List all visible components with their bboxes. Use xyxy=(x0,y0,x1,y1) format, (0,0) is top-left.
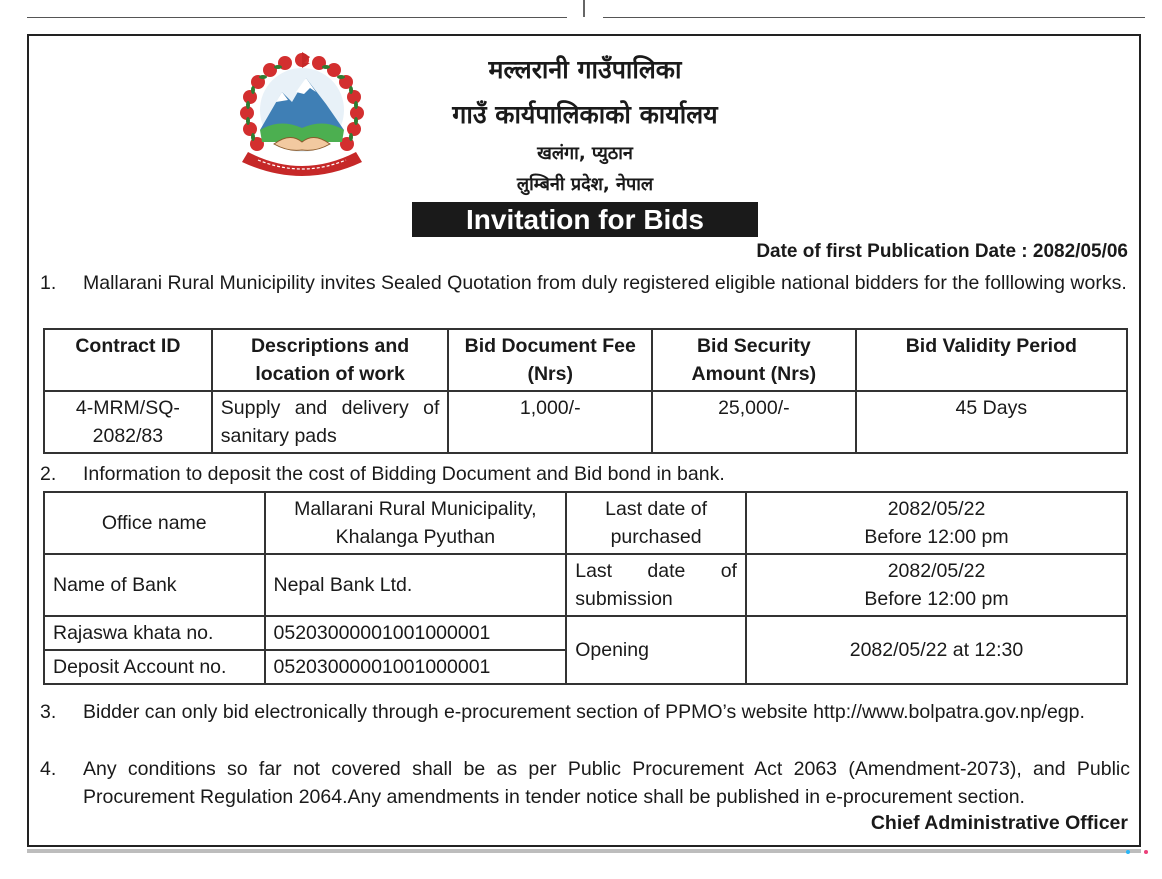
office-name: गाउँ कार्यपालिकाको कार्यालय xyxy=(452,100,718,129)
top-rule-left xyxy=(27,0,567,18)
table-row xyxy=(44,492,1127,554)
bank-table xyxy=(43,491,1128,685)
deposit-account-value: 05203000001001000001 xyxy=(265,650,567,684)
office-name-value: Mallarani Rural Municipality, Khalanga Pyuthan xyxy=(265,492,567,554)
notice-shadow xyxy=(27,849,1141,853)
last-submission-label: Last date of submission xyxy=(566,554,746,616)
municipality-name: मल्लरानी गाउँपालिका xyxy=(488,55,682,84)
item-text: Bidder can only bid electronically through e-procurement section of PPMO’s website http://www.bolpatra.gov.np/egp. xyxy=(83,701,1085,723)
publication-date: Date of first Publication Date : 2082/05/06 xyxy=(756,241,1128,262)
cell-bid-validity: 45 Days xyxy=(856,391,1127,453)
cell-bid-security: 25,000/- xyxy=(652,391,856,453)
last-submission-date: 2082/05/22 xyxy=(887,560,986,582)
bank-name-value: Nepal Bank Ltd. xyxy=(265,554,567,616)
item-number: 3. xyxy=(40,701,57,723)
item-text: Mallarani Rural Municipility invites Sealed Quotation from duly registered eligible national bidders for the folllowing works. xyxy=(83,272,1127,294)
bid-table-header-row xyxy=(44,329,1127,391)
header-description: Descriptions and location of work xyxy=(212,329,449,391)
last-purchase-value xyxy=(746,492,1127,554)
item-number: 2. xyxy=(40,463,57,485)
table-row xyxy=(44,391,1127,453)
top-rule-right xyxy=(603,0,1145,18)
header-contract-id: Contract ID xyxy=(44,329,212,391)
opening-label: Opening xyxy=(566,616,746,684)
rajaswa-value: 05203000001001000001 xyxy=(265,616,567,650)
header-bid-document-fee: Bid Document Fee (Nrs) xyxy=(448,329,652,391)
item-3 xyxy=(40,698,1130,726)
office-location: खलंगा, प्युठान xyxy=(537,143,633,164)
item-4 xyxy=(40,755,1130,811)
corner-dots-decoration xyxy=(1124,849,1154,859)
notice-title-banner: Invitation for Bids xyxy=(412,202,758,237)
table-row xyxy=(44,554,1127,616)
opening-value: 2082/05/22 at 12:30 xyxy=(746,616,1127,684)
item-2 xyxy=(40,460,1130,488)
top-column-divider xyxy=(583,0,585,17)
last-purchase-date: 2082/05/22 xyxy=(887,498,986,520)
cell-contract-id: 4-MRM/SQ-2082/83 xyxy=(44,391,212,453)
item-number: 4. xyxy=(40,758,57,780)
header-bid-validity: Bid Validity Period xyxy=(856,329,1127,391)
province-country: लुम्बिनी प्रदेश, नेपाल xyxy=(516,174,654,195)
last-submission-time: Before 12:00 pm xyxy=(864,588,1009,610)
bid-table xyxy=(43,328,1128,454)
bank-name-label: Name of Bank xyxy=(44,554,265,616)
item-text: Information to deposit the cost of Bidding Document and Bid bond in bank. xyxy=(83,463,725,485)
last-submission-value xyxy=(746,554,1127,616)
item-number: 1. xyxy=(40,272,57,294)
office-name-label: Office name xyxy=(44,492,265,554)
cell-description: Supply and delivery of sanitary pads xyxy=(212,391,449,453)
last-purchase-label: Last date of purchased xyxy=(566,492,746,554)
item-text: Any conditions so far not covered shall be as per Public Procurement Act 2063 (Amendment-2073), and Public Procurement Regulation 2064.Any amendments in tender notice shall be published in e-procurement section. xyxy=(83,758,1130,808)
last-purchase-time: Before 12:00 pm xyxy=(864,526,1009,548)
item-1 xyxy=(40,269,1130,297)
deposit-account-label: Deposit Account no. xyxy=(44,650,265,684)
rajaswa-label: Rajaswa khata no. xyxy=(44,616,265,650)
signature: Chief Administrative Officer xyxy=(870,812,1128,834)
nepal-government-emblem xyxy=(230,48,374,188)
table-row xyxy=(44,616,1127,650)
header-bid-security: Bid Security Amount (Nrs) xyxy=(652,329,856,391)
cell-document-fee: 1,000/- xyxy=(448,391,652,453)
